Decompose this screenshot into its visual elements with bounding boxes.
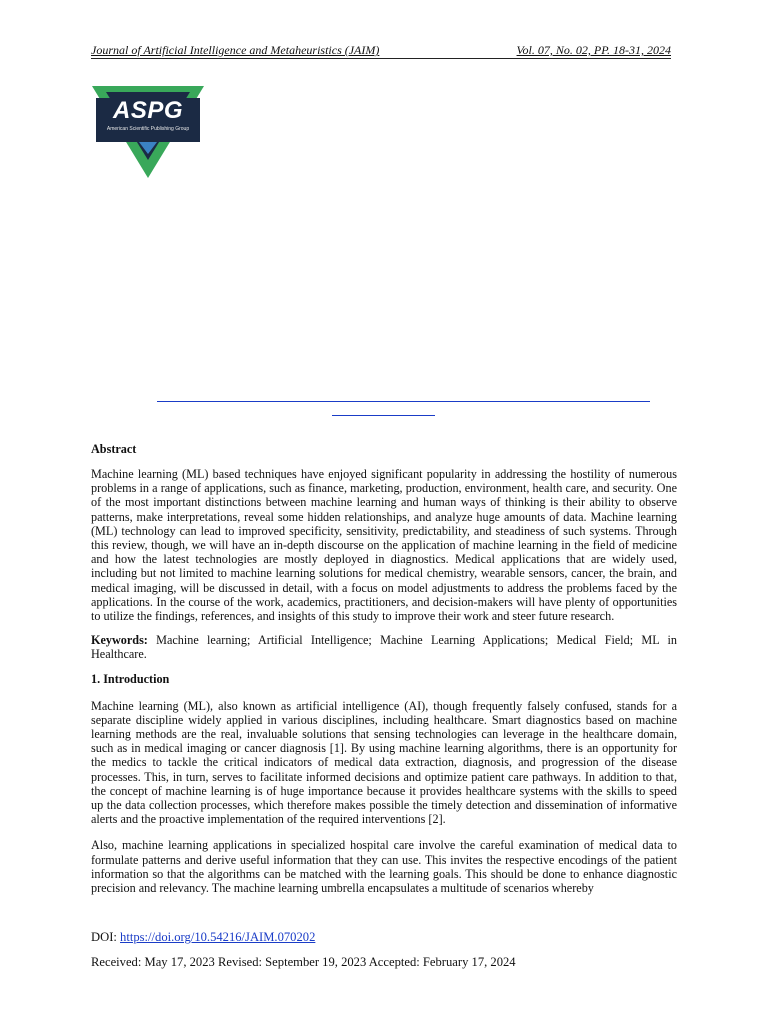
- keywords-text: Machine learning; Artificial Intelligence; Machine Learning Applications; Medical Field; ML in Healthcare.: [91, 633, 677, 662]
- hyperlink-underline[interactable]: [157, 401, 650, 402]
- journal-name: Journal of Artificial Intelligence and Metaheuristics (JAIM): [91, 43, 380, 57]
- doi-link[interactable]: https://doi.org/10.54216/JAIM.070202: [120, 930, 316, 944]
- article-footer: [91, 930, 677, 970]
- introduction-paragraph: Machine learning (ML), also known as artificial intelligence (AI), though frequently falsely confused, stands for a separate discipline widely applied in various disciplines, including healthcare. Smart diagnostics based on machine learning methods are the real, invaluable solutions that sensing technologies can leverage in the healthcare domain, such as in medical imaging or cancer diagnosis [1]. By using machine learning algorithms, there is an opportunity for the medics to tackle the critical indicators of medical data extraction, diagnosis, and progression of the disease processes. This, in turn, serves to facilitate informed decisions and optimize patient care pathways. In addition to that, the concept of machine learning is of huge importance because it provides healthcare systems with the skills to speed up the data collection processes, which therefore makes possible the timely detection and dissemination of informative alerts and the proactive implementation of the required interventions [2].: [91, 698, 677, 827]
- keywords: [91, 633, 677, 661]
- received-dates: Received: May 17, 2023 Revised: September 19, 2023 Accepted: February 17, 2024: [91, 955, 516, 969]
- doi-line: [91, 930, 677, 945]
- doi-label: DOI:: [91, 930, 121, 944]
- keywords-label: Keywords:: [91, 633, 148, 648]
- volume-info: Vol. 07, No. 02, PP. 18-31, 2024: [516, 43, 671, 57]
- introduction-paragraph: Also, machine learning applications in specialized hospital care involve the careful examination of medical data to formulate patterns and derive useful information that they can use. This invites the respective encodings of the patient information so that the algorithms can be matched with the learning goals. This should be done to enhance diagnostic precision and relevancy. The machine learning umbrella encapsulates a multitude of scenarios whereby: [91, 838, 677, 896]
- logo-acronym: ASPG: [112, 97, 183, 124]
- abstract-text: Machine learning (ML) based techniques have enjoyed significant popularity in addressing the hostility of numerous problems in a range of applications, such as finance, marketing, production, environment, health care, and security. One of the most important distinctions between machine learning and human ways of thinking is their ability to observe patterns, make interpretations, reveal some hidden relationships, and analyze huge amounts of data. Machine learning (ML) technology can lead to improved specificity, sensitivity, predictability, and steadiness of such systems. Through this review, though, we will have an in-depth discourse on the application of machine learning in the field of medicine and how the latest technologies are mostly deployed in diagnostics. Medical applications that are widely used, including but not limited to machine learning solutions for medical chemistry, wearable sensors, cancer, the brain, and medical imaging, will be discussed in detail, with a focus on model adjustments to address the problems faced by the applications. In the course of the work, academics, practitioners, and decision-makers will have plenty of opportunities to utilize the findings, references, and insights of this study to improve their work and steer future research.: [91, 467, 677, 624]
- abstract-heading: Abstract: [91, 442, 137, 456]
- publisher-logo: [92, 86, 204, 178]
- running-head: [91, 43, 671, 59]
- hyperlink-underline[interactable]: [332, 415, 435, 416]
- introduction-heading: 1. Introduction: [91, 671, 170, 686]
- article-body: [91, 442, 677, 895]
- logo-subtitle: American Scientific Publishing Group: [106, 126, 190, 132]
